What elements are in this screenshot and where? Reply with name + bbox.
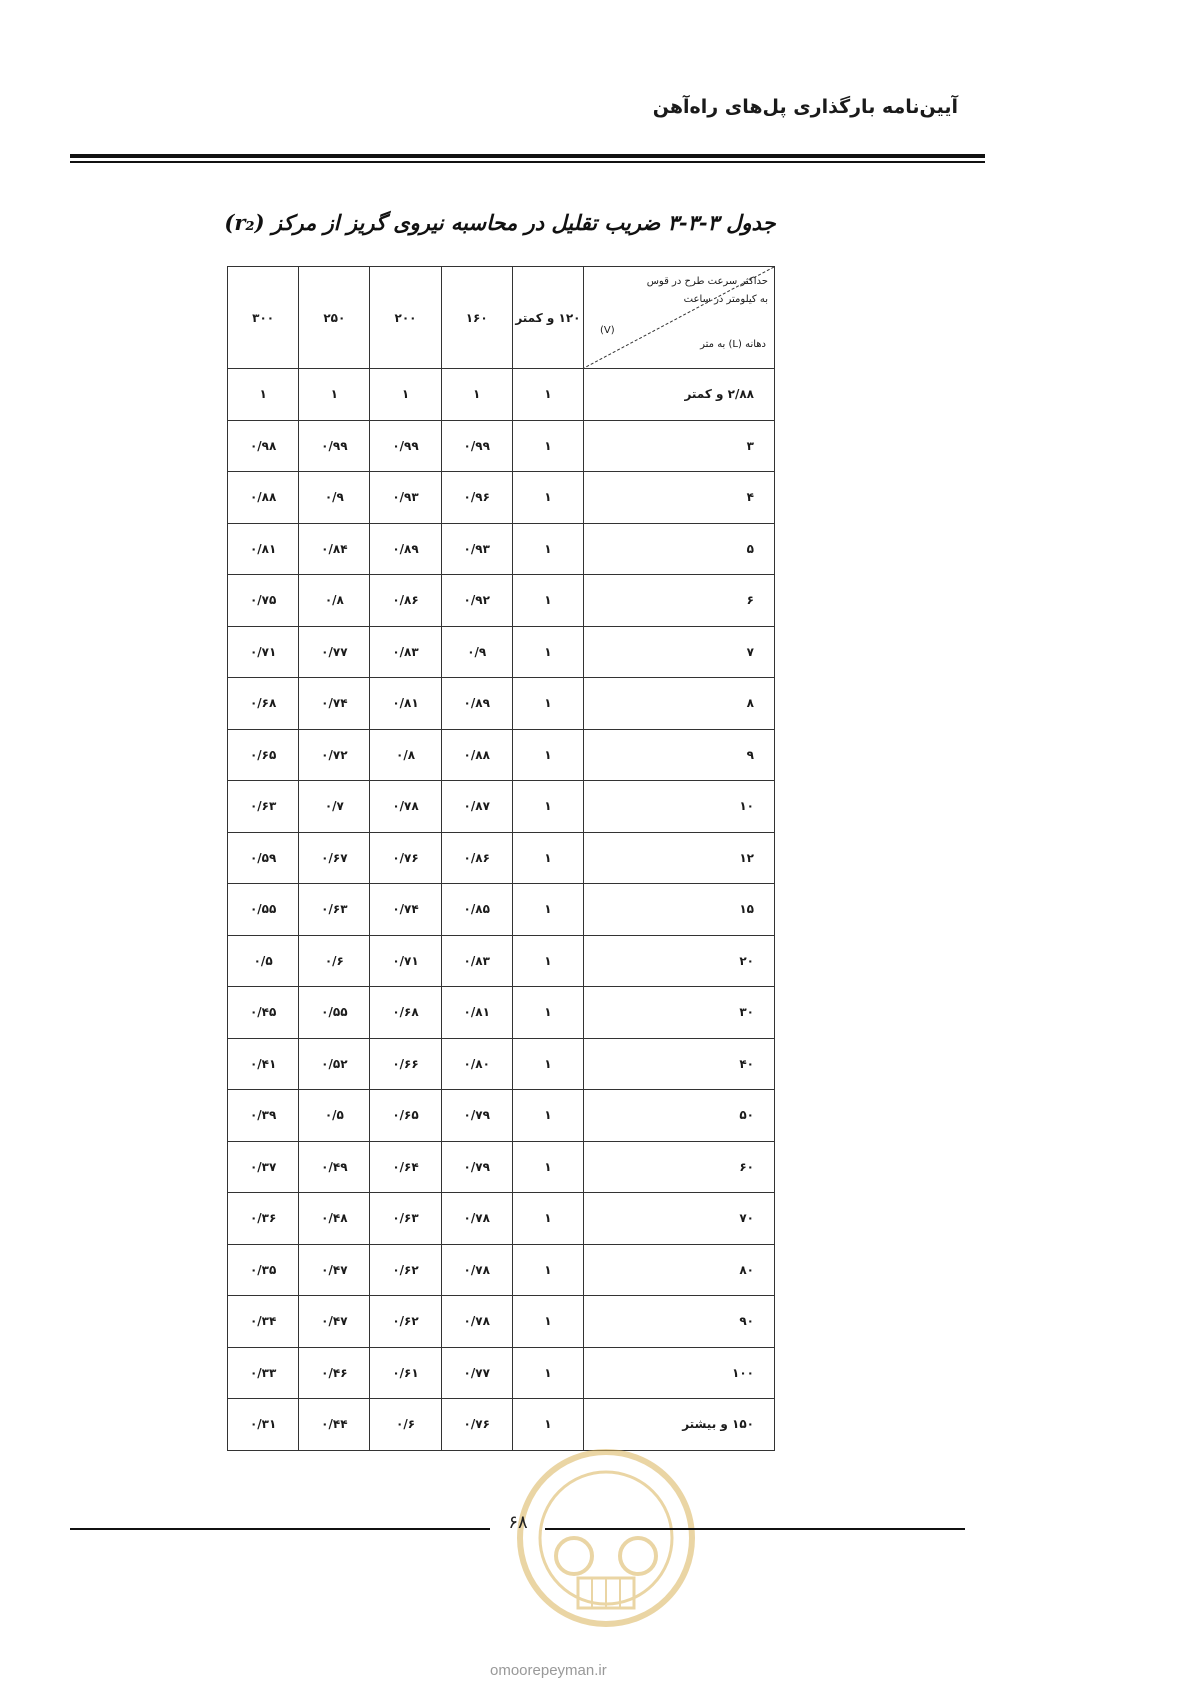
- table-row: [228, 781, 775, 833]
- span-cell: ۸۰: [584, 1244, 775, 1296]
- coefficient-cell: ۰/۷۵: [228, 575, 299, 627]
- table-row: [228, 987, 775, 1039]
- coefficient-cell: ۰/۶۲: [370, 1296, 441, 1348]
- span-cell: ۱۵۰ و بیشتر: [584, 1399, 775, 1451]
- coefficient-cell: ۰/۴۴: [299, 1399, 370, 1451]
- speed-header-cell: ۱۶۰: [441, 267, 512, 369]
- coefficient-cell: ۰/۴۷: [299, 1296, 370, 1348]
- coefficient-cell: ۰/۸۶: [441, 832, 512, 884]
- coefficient-cell: ۰/۴۵: [228, 987, 299, 1039]
- coefficient-cell: ۰/۸۴: [299, 523, 370, 575]
- span-cell: ۶: [584, 575, 775, 627]
- coefficient-cell: ۱: [512, 369, 583, 421]
- coefficient-cell: ۰/۶۸: [370, 987, 441, 1039]
- coefficient-cell: ۰/۷۱: [228, 626, 299, 678]
- span-cell: ۱۰۰: [584, 1347, 775, 1399]
- coefficient-cell: ۰/۸۱: [228, 523, 299, 575]
- coefficient-cell: ۰/۶۱: [370, 1347, 441, 1399]
- coefficient-cell: ۰/۸۸: [228, 472, 299, 524]
- table-title: جدول ۳-۳-۳ ضریب تقلیل در محاسبه نیروی گریز از مرکز (r₂): [224, 210, 776, 235]
- coefficient-cell: ۱: [512, 935, 583, 987]
- coefficient-cell: ۰/۷۶: [370, 832, 441, 884]
- coefficient-cell: ۰/۷۸: [441, 1244, 512, 1296]
- coefficient-cell: ۰/۶۸: [228, 678, 299, 730]
- span-cell: ۳۰: [584, 987, 775, 1039]
- coefficient-cell: ۰/۹: [441, 626, 512, 678]
- coefficient-cell: ۰/۳۴: [228, 1296, 299, 1348]
- coefficient-cell: ۰/۹۳: [370, 472, 441, 524]
- coefficient-cell: ۰/۷۴: [370, 884, 441, 936]
- coefficient-cell: ۰/۴۹: [299, 1141, 370, 1193]
- coefficient-cell: ۰/۹۸: [228, 420, 299, 472]
- coefficient-cell: ۰/۶۳: [228, 781, 299, 833]
- coefficient-cell: ۰/۷۸: [441, 1296, 512, 1348]
- coefficient-cell: ۰/۷۸: [370, 781, 441, 833]
- coefficient-cell: ۰/۶۵: [228, 729, 299, 781]
- coefficient-cell: ۰/۷۹: [441, 1090, 512, 1142]
- coefficient-cell: ۱: [512, 1399, 583, 1451]
- coefficient-cell: ۱: [512, 1193, 583, 1245]
- publisher-stamp-watermark: [486, 1438, 726, 1638]
- corner-speed-line2: به کیلومتر در ساعت: [683, 294, 768, 305]
- table-row: [228, 575, 775, 627]
- coefficient-cell: ۰/۹۲: [441, 575, 512, 627]
- coefficient-cell: ۰/۶۲: [370, 1244, 441, 1296]
- coefficient-cell: ۰/۳۱: [228, 1399, 299, 1451]
- span-cell: ۹: [584, 729, 775, 781]
- header-rule-thick: [70, 154, 985, 158]
- coefficient-cell: ۱: [512, 1141, 583, 1193]
- coefficient-cell: ۱: [512, 472, 583, 524]
- coefficient-cell: ۰/۸۹: [441, 678, 512, 730]
- corner-speed-symbol: (V): [600, 325, 615, 336]
- coefficient-cell: ۱: [512, 626, 583, 678]
- coefficient-cell: ۱: [512, 575, 583, 627]
- corner-speed-line1: حداکثر سرعت طرح در قوس: [646, 276, 768, 287]
- coefficient-cell: ۰/۵۲: [299, 1038, 370, 1090]
- span-cell: ۷۰: [584, 1193, 775, 1245]
- coefficient-cell: ۰/۳۹: [228, 1090, 299, 1142]
- coefficient-cell: ۰/۵۵: [228, 884, 299, 936]
- coefficient-cell: ۰/۹: [299, 472, 370, 524]
- coefficient-cell: ۰/۶۳: [370, 1193, 441, 1245]
- coefficient-cell: ۱: [512, 1244, 583, 1296]
- span-cell: ۴: [584, 472, 775, 524]
- footer-rule-right: [545, 1528, 965, 1530]
- coefficient-cell: ۱: [228, 369, 299, 421]
- coefficient-cell: ۱: [512, 1038, 583, 1090]
- table-row: [228, 1141, 775, 1193]
- coefficient-cell: ۰/۴۱: [228, 1038, 299, 1090]
- coefficient-cell: ۰/۳۳: [228, 1347, 299, 1399]
- coefficient-cell: ۱: [512, 832, 583, 884]
- coefficient-cell: ۰/۸۱: [441, 987, 512, 1039]
- coefficient-cell: ۰/۵: [299, 1090, 370, 1142]
- span-cell: ۲۰: [584, 935, 775, 987]
- coefficient-cell: ۰/۵: [228, 935, 299, 987]
- corner-speed-label: [647, 273, 768, 309]
- table-row: [228, 884, 775, 936]
- table-row: [228, 729, 775, 781]
- coefficient-cell: ۱: [512, 884, 583, 936]
- table-row: [228, 626, 775, 678]
- coefficient-cell: ۱: [512, 781, 583, 833]
- coefficient-cell: ۰/۸: [370, 729, 441, 781]
- coefficient-cell: ۰/۷۹: [441, 1141, 512, 1193]
- coefficient-cell: ۰/۴۶: [299, 1347, 370, 1399]
- coefficient-cell: ۰/۶: [299, 935, 370, 987]
- table-row: [228, 678, 775, 730]
- coefficient-cell: ۰/۷: [299, 781, 370, 833]
- coefficient-cell: ۱: [512, 987, 583, 1039]
- span-cell: ۱۰: [584, 781, 775, 833]
- span-cell: ۳: [584, 420, 775, 472]
- span-cell: ۵۰: [584, 1090, 775, 1142]
- coefficient-cell: ۰/۸: [299, 575, 370, 627]
- coefficient-cell: ۰/۸۳: [441, 935, 512, 987]
- span-cell: ۸: [584, 678, 775, 730]
- table-row: [228, 1193, 775, 1245]
- table-header-row: [228, 267, 775, 369]
- running-head: آیین‌نامه بارگذاری پل‌های راه‌آهن: [652, 96, 958, 118]
- table-row: [228, 1347, 775, 1399]
- coefficient-cell: ۰/۴۸: [299, 1193, 370, 1245]
- coefficient-cell: ۰/۶۵: [370, 1090, 441, 1142]
- coefficient-cell: ۰/۸۹: [370, 523, 441, 575]
- coefficient-cell: ۰/۹۹: [370, 420, 441, 472]
- span-cell: ۴۰: [584, 1038, 775, 1090]
- table-row: [228, 523, 775, 575]
- coefficient-cell: ۰/۷۱: [370, 935, 441, 987]
- coefficient-cell: ۱: [512, 1347, 583, 1399]
- coefficient-cell: ۱: [512, 1090, 583, 1142]
- page-number: ۶۸: [508, 1512, 528, 1533]
- corner-header-cell: [584, 267, 775, 369]
- coefficient-cell: ۱: [370, 369, 441, 421]
- coefficient-cell: ۱: [512, 523, 583, 575]
- table-row: [228, 935, 775, 987]
- coefficient-cell: ۰/۶۷: [299, 832, 370, 884]
- table-row: [228, 832, 775, 884]
- coefficient-cell: ۱: [441, 369, 512, 421]
- coefficient-cell: ۰/۸۳: [370, 626, 441, 678]
- span-cell: ۱۵: [584, 884, 775, 936]
- coefficient-cell: ۰/۳۵: [228, 1244, 299, 1296]
- coefficient-cell: ۰/۶: [370, 1399, 441, 1451]
- header-rule-thin: [70, 161, 985, 163]
- coefficient-cell: ۰/۶۴: [370, 1141, 441, 1193]
- coefficient-cell: ۰/۷۷: [441, 1347, 512, 1399]
- coefficient-cell: ۱: [512, 420, 583, 472]
- table-row: [228, 1038, 775, 1090]
- coefficient-cell: ۰/۷۷: [299, 626, 370, 678]
- coefficient-cell: ۰/۸۶: [370, 575, 441, 627]
- coefficient-cell: ۰/۴۷: [299, 1244, 370, 1296]
- table-row: [228, 420, 775, 472]
- coefficient-cell: ۰/۵۵: [299, 987, 370, 1039]
- footer-rule-left: [70, 1528, 490, 1530]
- table-row: [228, 1244, 775, 1296]
- corner-span-label: دهانه (L) به متر: [700, 339, 766, 350]
- coefficient-cell: ۱: [512, 1296, 583, 1348]
- span-cell: ۷: [584, 626, 775, 678]
- coefficient-cell: ۱: [299, 369, 370, 421]
- coefficient-cell: ۰/۳۷: [228, 1141, 299, 1193]
- coefficient-cell: ۰/۸۱: [370, 678, 441, 730]
- coefficient-cell: ۰/۸۵: [441, 884, 512, 936]
- watermark-url: omoorepeyman.ir: [490, 1662, 607, 1679]
- coefficient-cell: ۰/۹۹: [441, 420, 512, 472]
- coefficient-cell: ۰/۶۳: [299, 884, 370, 936]
- coefficient-cell: ۰/۳۶: [228, 1193, 299, 1245]
- coefficient-cell: ۰/۸۷: [441, 781, 512, 833]
- coefficient-cell: ۱: [512, 729, 583, 781]
- coefficient-cell: ۰/۷۸: [441, 1193, 512, 1245]
- coefficient-cell: ۰/۹۳: [441, 523, 512, 575]
- coefficient-cell: ۰/۷۶: [441, 1399, 512, 1451]
- coefficient-cell: ۰/۸۸: [441, 729, 512, 781]
- speed-header-cell: ۲۵۰: [299, 267, 370, 369]
- table-row: [228, 1090, 775, 1142]
- coefficient-cell: ۱: [512, 678, 583, 730]
- coefficient-cell: ۰/۶۶: [370, 1038, 441, 1090]
- span-cell: ۹۰: [584, 1296, 775, 1348]
- coefficient-cell: ۰/۷۲: [299, 729, 370, 781]
- coefficient-cell: ۰/۸۰: [441, 1038, 512, 1090]
- table-row: [228, 1296, 775, 1348]
- span-cell: ۵: [584, 523, 775, 575]
- speed-header-cell: ۱۲۰ و کمتر: [512, 267, 583, 369]
- coefficient-cell: ۰/۹۹: [299, 420, 370, 472]
- coefficient-cell: ۰/۹۶: [441, 472, 512, 524]
- reduction-coefficient-table: [227, 266, 775, 1451]
- span-cell: ۱۲: [584, 832, 775, 884]
- table-row: [228, 472, 775, 524]
- coefficient-cell: ۰/۵۹: [228, 832, 299, 884]
- span-cell: ۲/۸۸ و کمتر: [584, 369, 775, 421]
- speed-header-cell: ۲۰۰: [370, 267, 441, 369]
- span-cell: ۶۰: [584, 1141, 775, 1193]
- table-row: [228, 369, 775, 421]
- speed-header-cell: ۳۰۰: [228, 267, 299, 369]
- coefficient-cell: ۰/۷۴: [299, 678, 370, 730]
